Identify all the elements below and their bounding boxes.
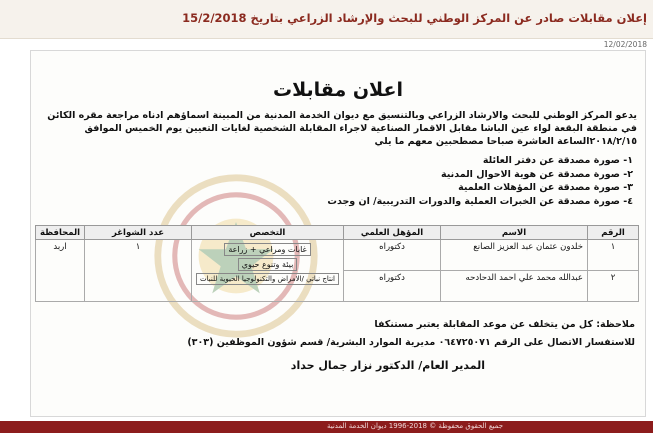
page-heading: إعلان مقابلات صادر عن المركز الوطني للبحث والإرشاد الزراعي بتاريخ 15/2/2018 — [182, 11, 647, 25]
list-item: ٣- صورة مصدقة عن المؤهلات العلمية — [458, 182, 633, 193]
spec-item: بيئة وتنوع حيوي — [238, 258, 298, 271]
list-item: ٢- صورة مصدقة عن هوية الاحوال المدنية — [441, 168, 633, 180]
cell-qualification: دكتوراه — [344, 271, 441, 302]
col-specialization: التخصص — [192, 226, 344, 240]
announcement-document — [30, 50, 646, 417]
col-name: الاسم — [441, 226, 588, 240]
page-header — [0, 0, 653, 39]
spec-item: غابات ومراعي + زراعة — [224, 243, 310, 256]
cell-vacancies: ١ — [85, 240, 192, 302]
note-text: ملاحظة: كل من يتخلف عن موعد المقابلة يعتبر مستنكفا — [374, 319, 635, 330]
col-vacancies: عدد الشواغر — [85, 226, 192, 240]
cell-name: خلدون عثمان عبد العزيز الصانع — [441, 240, 588, 271]
cell-num: ١ — [588, 240, 639, 271]
table-header-row — [36, 226, 639, 240]
page-footer — [0, 421, 653, 433]
cell-governorate: اربد — [36, 240, 85, 302]
cell-specialization — [192, 240, 344, 302]
spec-item: انتاج نباتي /الامراض والتكنولوجيا الحيوية للنبات — [196, 273, 339, 285]
intro-paragraph: يدعو المركز الوطني للبحث والارشاد الزراعي وبالتنسيق مع ديوان الخدمة المدنية من المبينة اسماؤهم ادناه مراجعة مقره الكائن في منطقة البقعة لواء عين الباشا مقابل الاقمار الصناعية لاجراء المقابلة الشخصية لغايات التعيين يوم الخميس الموافق ٢٠١٨/٢/١٥الساعة العاشرة صباحا مصطحبين معهم ما يلي — [47, 110, 637, 147]
table-row — [36, 240, 639, 271]
list-item: ٤- صورة مصدقة عن الخبرات العملية والدورات التدريبية/ ان وجدت — [327, 195, 633, 207]
contact-text: للاستفسار الاتصال على الرقم ٠٦٤٧٢٥٠٧١ مديرية الموارد البشرية/ قسم شؤون الموظفين (٣٠٣) — [187, 337, 635, 348]
signature-line: المدير العام/ الدكتور نزار جمال حداد — [290, 359, 485, 372]
publish-date: 12/02/2018 — [603, 40, 647, 49]
col-num: الرقم — [588, 226, 639, 240]
cell-name: عبدالله محمد علي احمد الدحادحه — [441, 271, 588, 302]
document-title: اعلان مقابلات — [273, 79, 403, 101]
candidates-table — [35, 225, 639, 302]
cell-qualification: دكتوراه — [344, 240, 441, 271]
list-item: ١- صورة مصدقة عن دفتر العائلة — [482, 155, 633, 166]
col-governorate: المحافظة — [36, 226, 85, 240]
required-documents-list — [327, 154, 633, 208]
col-qualification: المؤهل العلمي — [344, 226, 441, 240]
cell-num: ٢ — [588, 271, 639, 302]
footer-copyright: جميع الحقوق محفوظة © 2018-1996 ديوان الخدمة المدنية — [326, 422, 504, 430]
